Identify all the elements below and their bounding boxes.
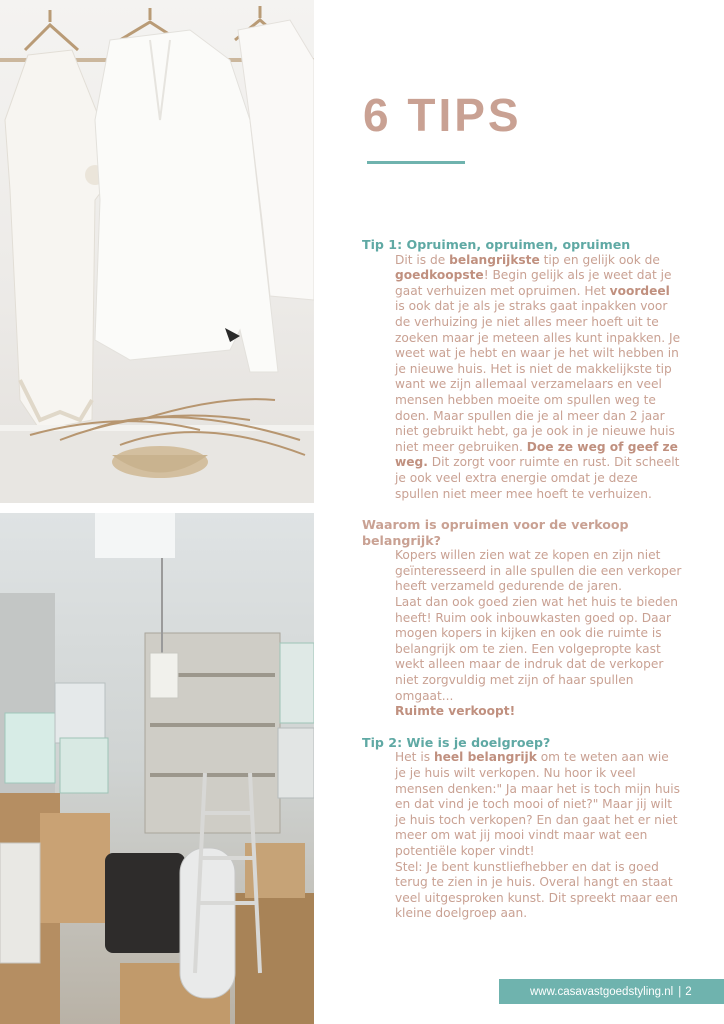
tip2-bold-1: heel belangrijk xyxy=(433,750,537,765)
tip2-heading: Tip 2: Wie is je doelgroep? xyxy=(362,734,551,750)
footer-url[interactable]: www.casavastgoedstyling.nl xyxy=(530,985,674,998)
footer-separator: | xyxy=(678,985,682,998)
page-title: 6 TIPS xyxy=(363,89,522,141)
tip1-text-3: ! Begin gelijk als je weet dat je gaat verhuizen met opruimen. Het xyxy=(395,268,672,298)
wardrobe-illustration xyxy=(0,0,314,503)
tip2-text-1: Het is xyxy=(395,750,434,765)
title-underline xyxy=(367,161,465,164)
tip1-paragraph xyxy=(362,253,682,503)
waarom-conclusion xyxy=(362,704,682,720)
spacer xyxy=(362,720,682,735)
tip1-text-4: is ook dat je als je straks gaat inpakken voor de verhuizing je niet alles meer hoeft uit te zoeken maar je meteen alles kunt inpakken. Je weet wat je hebt en waar je het wilt hebben in je nieuwe huis. Het is niet de makkelijkste tip want we zijn allemaal verzamelaars en veel mensen hebben moeite om spullen weg te doen. Maar spullen die je al meer dan 2 jaar niet gebruikt hebt, ga je ook in je nieuwe huis niet meer gebruiken. xyxy=(395,299,681,454)
tips-content xyxy=(362,237,682,922)
waarom-paragraph-1: Kopers willen zien wat ze kopen en zijn niet geïnteresseerd in alle spullen die een verkoper heeft verzameld gedurende de jaren. xyxy=(395,548,682,594)
footer-bar xyxy=(499,979,724,1004)
tip1-bold-2: goedkoopste xyxy=(395,268,484,283)
tip1-text-1: Dit is de xyxy=(395,252,450,267)
tip1-heading: Tip 1: Opruimen, opruimen, opruimen xyxy=(362,237,631,252)
tip1-bold-3: voordeel xyxy=(609,283,670,298)
tip2-paragraph-2: Stel: Je bent kunstliefhebber en dat is goed terug te zien in je huis. Overal hangt en staat veel uitgesproken kunst. Dit spreekt maar een kleine doelgroep aan. xyxy=(395,859,678,921)
tip1-text-2: tip en gelijk ook de xyxy=(539,252,660,267)
spacer xyxy=(362,502,682,517)
waarom-paragraph-2: Laat dan ook goed zien wat het huis te bieden heeft! Ruim ook inbouwkasten goed op. Daar mogen kopers in kijken en ook die ruimte is belangrijk om te zien. Een volgepropte kast wekt alleen maar de indruk dat de verkoper niet zorgvuldig met zijn of haar spullen omgaat... xyxy=(395,595,678,703)
tip2-text-2: om te weten aan wie je je huis wilt verkopen. Nu hoor ik veel mensen denken:" Ja maar het is toch mijn huis en dat vind je toch mooi of niet?" Maar jij wilt je huis toch verkopen? En dan gaat het er niet meer om wat jij mooi vindt maar wat een potentiële koper vindt! xyxy=(395,750,681,858)
tip2-paragraph-1 xyxy=(362,750,682,859)
waarom-heading: Waarom is opruimen voor de verkoop belangrijk? xyxy=(362,517,629,548)
tip1-bold-1: belangrijkste xyxy=(449,252,540,267)
wardrobe-photo xyxy=(0,0,314,503)
page-number: 2 xyxy=(685,985,692,998)
waarom-bold: Ruimte verkoopt! xyxy=(395,704,516,719)
storage-room-illustration xyxy=(0,513,314,1024)
storage-room-photo xyxy=(0,513,314,1024)
tip1-text-5: Dit zorgt voor ruimte en rust. Dit scheelt je ook veel extra energie omdat je deze spullen niet meer mee hoeft te verhuizen. xyxy=(395,455,680,501)
tip1-bold-4: Doe ze weg of geef ze weg. xyxy=(395,439,678,470)
